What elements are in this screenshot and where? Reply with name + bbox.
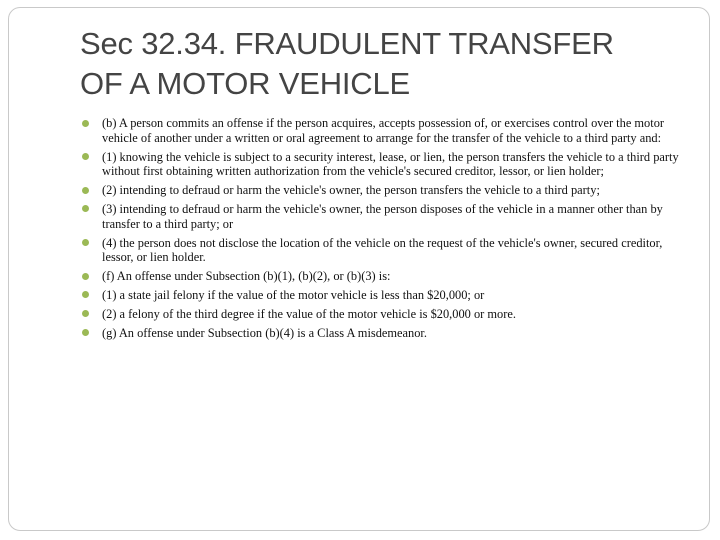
bullet-text: (1) knowing the vehicle is subject to a security interest, lease, or lien, the person transfers the vehicle to a third party without first obtaining written authorization from the vehicle's secured creditor, lessor, or lien holder; bbox=[102, 149, 679, 179]
slide-title-line-2: OF A MOTOR VEHICLE bbox=[80, 66, 411, 101]
bullet-item bbox=[80, 269, 680, 284]
bullet-item bbox=[80, 326, 680, 341]
bullet-dot-icon bbox=[82, 291, 89, 298]
bullet-dot-icon bbox=[82, 205, 89, 212]
bullet-text: (b) A person commits an offense if the person acquires, accepts possession of, or exercises control over the motor vehicle of another under a written or oral agreement to arrange for the transfer of the vehicle to a third party and: bbox=[102, 116, 665, 145]
bullet-item bbox=[80, 307, 680, 322]
bullet-text: (g) An offense under Subsection (b)(4) is a Class A misdemeanor. bbox=[102, 325, 427, 340]
bullet-dot-icon bbox=[82, 153, 89, 160]
bullet-dot-icon bbox=[82, 310, 89, 317]
bullet-dot-icon bbox=[82, 239, 89, 246]
bullet-dot-icon bbox=[82, 120, 89, 127]
bullet-dot-icon bbox=[82, 329, 89, 336]
bullet-text: (3) intending to defraud or harm the vehicle's owner, the person disposes of the vehicle in a manner other than by transfer to a third party; or bbox=[102, 201, 663, 231]
bullet-item bbox=[80, 116, 680, 146]
slide-title-line-1: Sec 32.34. FRAUDULENT TRANSFER bbox=[80, 26, 614, 61]
bullet-text: (2) a felony of the third degree if the value of the motor vehicle is $20,000 or more. bbox=[102, 306, 516, 321]
bullet-dot-icon bbox=[82, 187, 89, 194]
bullet-text: (1) a state jail felony if the value of the motor vehicle is less than $20,000; or bbox=[102, 287, 485, 302]
bullet-item bbox=[80, 150, 680, 180]
bullet-dot-icon bbox=[82, 273, 89, 280]
bullet-text: (2) intending to defraud or harm the vehicle's owner, the person transfers the vehicle to a third party; bbox=[102, 183, 600, 198]
bullet-item bbox=[80, 288, 680, 303]
bullet-text: (f) An offense under Subsection (b)(1), (b)(2), or (b)(3) is: bbox=[102, 269, 391, 284]
bullet-text: (4) the person does not disclose the location of the vehicle on the request of the vehicle's owner, secured creditor, lessor, or lien holder. bbox=[102, 235, 663, 265]
bullet-item bbox=[80, 183, 680, 198]
bullet-list bbox=[80, 116, 680, 344]
slide-title bbox=[80, 24, 680, 104]
bullet-item bbox=[80, 202, 680, 232]
bullet-item bbox=[80, 236, 680, 266]
